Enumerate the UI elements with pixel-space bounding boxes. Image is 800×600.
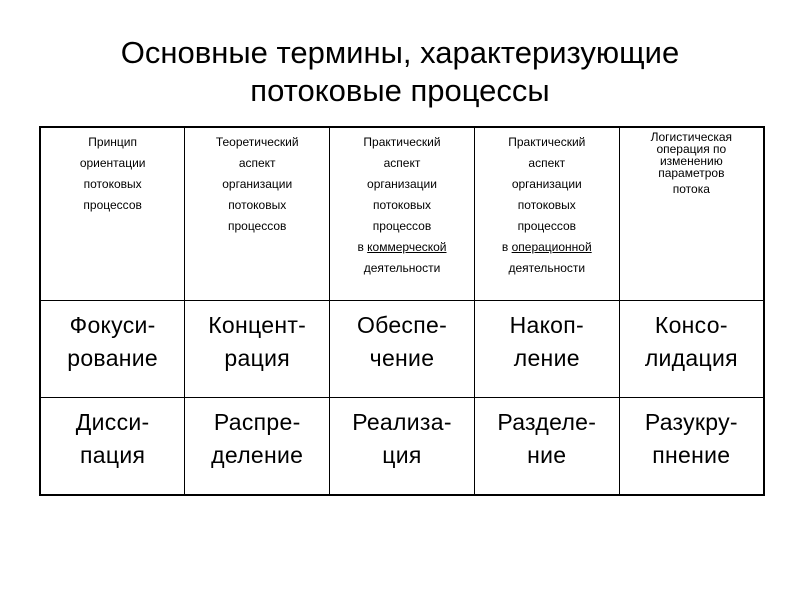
table-cell	[185, 301, 330, 398]
cell-line: ция	[382, 442, 422, 468]
cell-line: рация	[224, 345, 290, 371]
header-line: процессов	[83, 198, 142, 212]
cell-line: Накоп-	[509, 312, 584, 338]
table-cell	[185, 398, 330, 496]
header-line: организации	[222, 177, 293, 191]
table-cell	[40, 301, 185, 398]
slide-title-line-2: потоковые процессы	[250, 73, 550, 108]
table-cell	[474, 301, 619, 398]
cell-line: Дисси-	[75, 409, 150, 435]
header-line: потоковых	[517, 198, 576, 212]
header-prefix: в	[357, 240, 368, 254]
cell-line: Разукру-	[644, 409, 738, 435]
header-line: Практический	[363, 135, 441, 149]
header-line	[479, 237, 615, 258]
table-cell	[330, 398, 475, 496]
header-line: процессов	[517, 219, 577, 233]
header-line: операция по	[656, 142, 727, 156]
header-cell-operational	[474, 127, 619, 301]
table-cell	[330, 301, 475, 398]
cell-line: ние	[527, 442, 567, 468]
table-cell	[474, 398, 619, 496]
cell-line: чение	[369, 345, 435, 371]
header-line: потоковых	[228, 198, 287, 212]
header-line: ориентации	[79, 156, 146, 170]
table-row	[40, 398, 764, 496]
table-header-row	[40, 127, 764, 301]
header-line: Практический	[508, 135, 586, 149]
header-cell-logistic-operation	[619, 127, 764, 301]
cell-line: рование	[67, 345, 159, 371]
table-cell	[40, 398, 185, 496]
header-line: деятельности	[363, 261, 441, 275]
header-underlined-word: операционной	[511, 240, 592, 254]
header-line: аспект	[238, 156, 276, 170]
header-cell-commercial	[330, 127, 475, 301]
cell-line: Фокуси-	[69, 312, 156, 338]
cell-line: деление	[211, 442, 304, 468]
header-prefix: в	[501, 240, 512, 254]
header-line: изменению	[659, 154, 723, 168]
header-line: деятельности	[508, 261, 586, 275]
header-line: потоковых	[83, 177, 142, 191]
header-cell-principle	[40, 127, 185, 301]
header-line: организации	[367, 177, 437, 191]
cell-line: Разделе-	[497, 409, 597, 435]
header-line: потока	[672, 182, 710, 196]
header-line: аспект	[383, 156, 421, 170]
header-line: процессов	[372, 219, 432, 233]
table-cell	[619, 398, 764, 496]
cell-line: Реализа-	[352, 409, 452, 435]
cell-line: Консо-	[654, 312, 728, 338]
header-line: Теоретический	[215, 135, 299, 149]
cell-line: лидация	[644, 345, 738, 371]
cell-line: ление	[513, 345, 580, 371]
table-cell	[619, 301, 764, 398]
header-line: Логистическая	[650, 130, 733, 144]
header-cell-theoretical	[185, 127, 330, 301]
terms-table	[39, 126, 765, 496]
header-line: аспект	[528, 156, 566, 170]
header-line: потоковых	[372, 198, 431, 212]
slide-title	[40, 34, 760, 110]
header-line: организации	[511, 177, 582, 191]
cell-line: пнение	[652, 442, 731, 468]
cell-line: Обеспе-	[356, 312, 448, 338]
header-line: Принцип	[88, 135, 137, 149]
cell-line: пация	[80, 442, 146, 468]
header-line: параметров	[658, 166, 725, 180]
header-line	[334, 237, 470, 258]
header-underlined-word: коммерческой	[367, 240, 447, 254]
cell-line: Распре-	[213, 409, 301, 435]
slide-title-line-1: Основные термины, характеризующие	[120, 35, 680, 70]
header-line: процессов	[227, 219, 287, 233]
table-row	[40, 301, 764, 398]
cell-line: Концент-	[208, 312, 307, 338]
